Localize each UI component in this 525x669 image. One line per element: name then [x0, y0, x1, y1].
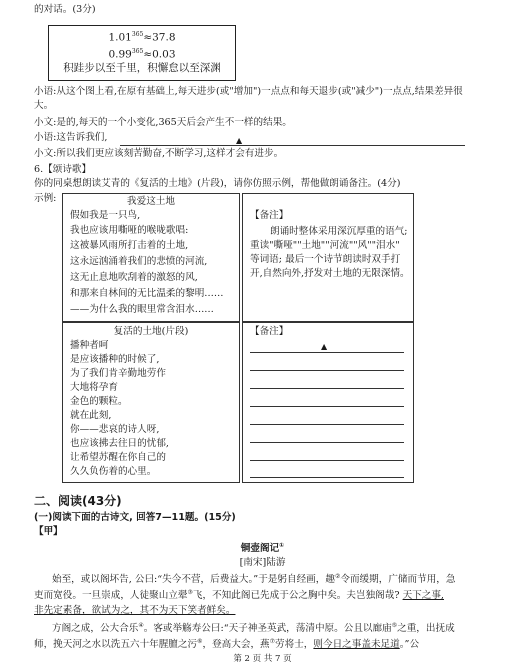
note1-line-2: 重读"嘶哑""土地""河流""风""泪水": [250, 240, 400, 251]
note1-line-1: 朗诵时整体采用深沉厚重的语气;: [270, 226, 408, 237]
question-tail: 的对话。(3分): [34, 4, 96, 15]
formula-line-1: $1.01^{365}\approx 37.8$: [108, 31, 176, 44]
formula-box: [48, 25, 236, 81]
note-answer-line-2[interactable]: [250, 370, 404, 371]
page-number: 第 2 页 共 7 页: [233, 654, 292, 664]
note-answer-line-1[interactable]: [250, 352, 404, 353]
dialogue-xiaowen-2: 小文:所以我们更应该刻苦勤奋,不断学习,这样才会有进步。: [34, 148, 284, 159]
poem1-line-3: 这被暴风雨所打击着的土地,: [70, 240, 189, 251]
example-label: 示例:: [34, 193, 57, 204]
paragraph-1-line-2: 吏而宽役。一旦崇成，人徒聚山立翚③飞，不知此阁已先成于公之胸中矣。夫岂独阁哉? 天下之事,: [34, 589, 444, 602]
question-6-instruction: 你的同桌想朗读艾青的《复活的土地》(片段)，请你仿照示例，帮他做朗诵备注。(4分): [34, 178, 401, 189]
formula-line-2: $0.99^{365}\approx 0.03$: [108, 48, 176, 61]
note-answer-line-8[interactable]: [250, 477, 404, 478]
note1-label: 【备注】: [250, 210, 289, 221]
note1-line-4: 开,自然向外,抒发对土地的无限深情。: [250, 268, 410, 279]
poem1-line-1: 假如我是一只鸟,: [70, 210, 141, 221]
answer-note-box: [242, 322, 414, 483]
triangle-marker-icon: ▲: [321, 342, 328, 351]
poem2-line-10: 久久负伤着的心里。: [70, 466, 157, 477]
note-answer-line-5[interactable]: [250, 424, 404, 425]
formula-line-3: 积跬步以至千里，积懈怠以至深渊: [63, 62, 221, 74]
poem1-line-7: ——为什么我的眼里常含泪水……: [70, 304, 214, 315]
note-answer-line-6[interactable]: [250, 442, 404, 443]
poem2-line-1: 播种者呵: [70, 340, 109, 351]
part-label: 【甲】: [34, 526, 63, 537]
poem2-line-9: 让希望苏醒在你自己的: [70, 452, 166, 463]
dialogue-xiaoyu-1-cont: 大。: [34, 100, 54, 111]
poem1-line-2: 我也应该用嘶哑的喉咙歌唱:: [70, 225, 189, 236]
poem2-line-8: 也应该拂去往日的忧郁,: [70, 438, 169, 449]
dialogue-xiaoyu-1: 小语:从这个图上看,在原有基础上,每天进步(或"增加")一点点和每天退步(或"减少")一点点,结果差异很: [34, 86, 463, 97]
article-author: [南宋]陆游: [239, 557, 286, 568]
note1-line-3: 等词语; 最后一个诗节朗读时双手打: [250, 254, 401, 265]
poem1-line-4: 这永远汹涌着我们的悲愤的河流,: [70, 256, 208, 267]
poem2-line-6: 就在此刻,: [70, 410, 112, 421]
section-subheading: (一)阅读下面的古诗文, 回答7—11题。(15分): [34, 512, 236, 523]
note-answer-line-4[interactable]: [250, 406, 404, 407]
note-answer-line-3[interactable]: [250, 388, 404, 389]
triangle-marker-icon: ▲: [236, 136, 243, 145]
dialogue-xiaoyu-2: 小语:这告诉我们,: [34, 132, 108, 143]
poem2-line-2: 是应该播种的时候了,: [70, 354, 160, 365]
paragraph-2-line-1: 方阁之成，公大合乐④。客或举觞寿公曰:“天子神圣英武，荡清中原。公且以廊庙⑤之重，出抚成: [52, 622, 455, 635]
section-heading: 二、阅读(43分): [34, 494, 122, 508]
note-answer-line-7[interactable]: [250, 460, 404, 461]
poem2-title: 复活的土地(片段): [113, 326, 189, 337]
poem2-line-3: 为了我们肯辛勤地劳作: [70, 368, 166, 379]
question-6-title: 6.【颂诗歌】: [34, 164, 92, 175]
article-title: 铜壶阁记①: [240, 542, 285, 555]
poem1-title: 我爱这土地: [127, 196, 175, 207]
poem2-line-5: 金色的颗粒。: [70, 396, 128, 407]
paragraph-1-line-3: 非先定素备，欲试为之，其不为天下笑者鲜矣。: [34, 605, 236, 616]
poem1-line-6: 和那来自林间的无比温柔的黎明……: [70, 288, 224, 299]
dialogue-xiaowen-1: 小文:是的,每天的一个小变化,365天后会产生不一样的结果。: [34, 117, 292, 128]
poem2-line-7: 你——悲哀的诗人呀,: [70, 424, 160, 435]
paragraph-2-line-2: 师，挽天河之水以洗五六十年腥膻之污⑥，登高大会，燕⑦劳将士，则今日之事盖未足道。”公: [34, 638, 420, 651]
paragraph-1-line-1: 始至，或以阁坏告, 公曰:“失今不营，后费益大。”于是躬自经画，趣②令而缓期，广储而节用，急: [52, 573, 456, 586]
note2-label: 【备注】: [250, 326, 289, 337]
answer-blank-line[interactable]: [120, 145, 465, 146]
poem1-line-5: 这无止息地吹刮着的激怒的风,: [70, 272, 198, 283]
poem2-line-4: 大地将孕育: [70, 382, 118, 393]
